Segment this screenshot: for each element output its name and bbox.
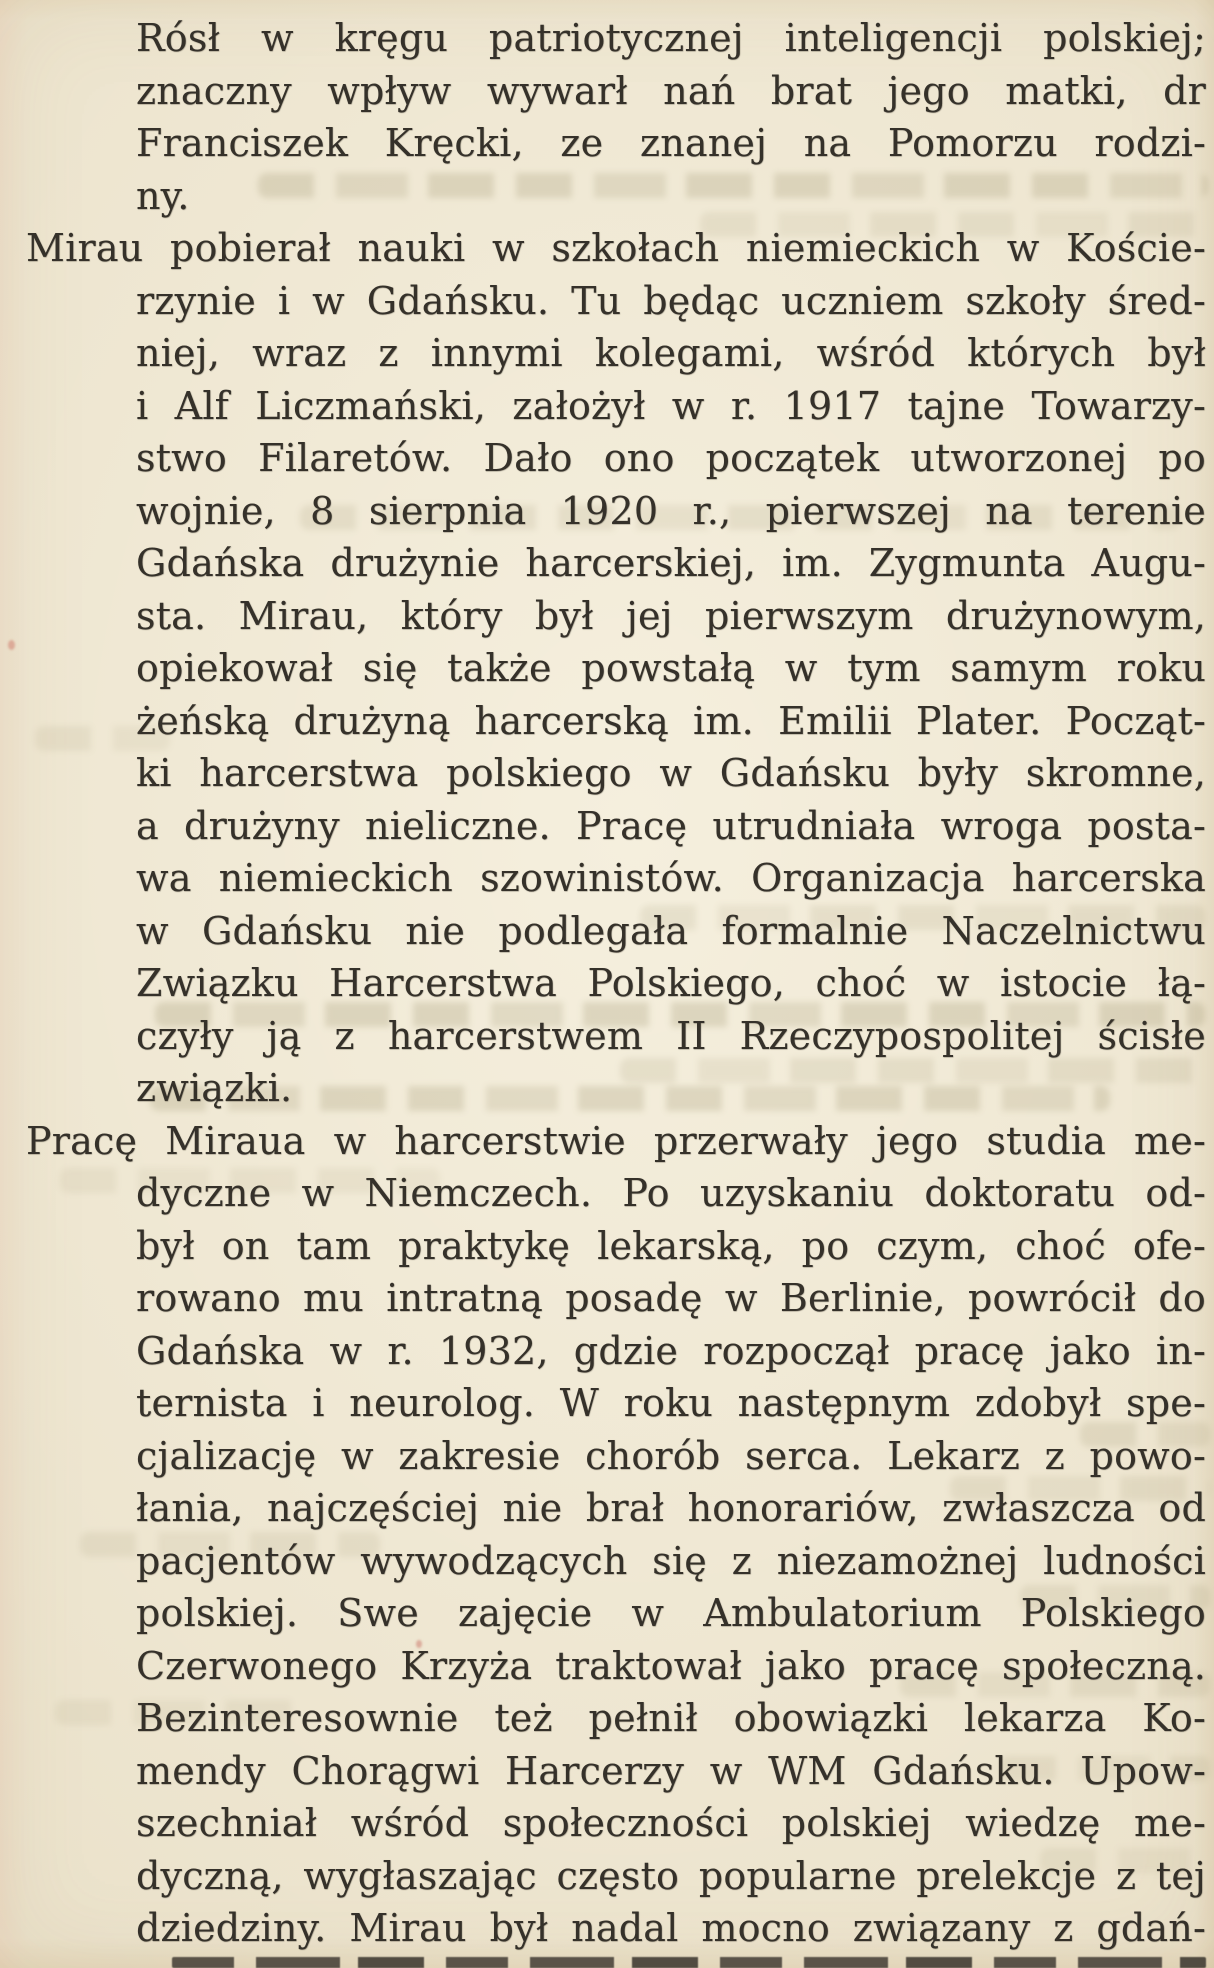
text-line: wa niemieckich szowinistów. Organizacja harcerska — [136, 856, 1206, 900]
text-line: Franciszek Kręcki, ze znanej na Pomorzu rodzi- — [136, 121, 1206, 165]
text-line: ki harcerstwa polskiego w Gdańsku były skromne, — [136, 751, 1206, 795]
text-line: związki. — [136, 1066, 293, 1110]
text-line: a drużyny nieliczne. Pracę utrudniała wroga posta- — [136, 803, 1206, 848]
text-line: czyły ją z harcerstwem II Rzeczypospolitej ścisłe — [136, 1013, 1206, 1058]
text-line: dyczne w Niemczech. Po uzyskaniu doktoratu od- — [136, 1171, 1206, 1215]
text-line: ny. — [136, 173, 190, 218]
text-line: Pracę Miraua w harcerstwie przerwały jego studia me- — [26, 1118, 1206, 1163]
text-line: i Alf Liczmański, założył w r. 1917 tajne Towarzy- — [136, 383, 1206, 428]
text-line: stwo Filaretów. Dało ono początek utworzonej po — [136, 436, 1206, 480]
text-line: dziedziny. Mirau był nadal mocno związany z gdań- — [136, 1906, 1206, 1950]
text-line: wojnie, 8 sierpnia 1920 r., pierwszej na terenie — [136, 488, 1206, 533]
text-line: łania, najczęściej nie brał honorariów, zwłaszcza od — [136, 1486, 1206, 1530]
text-line: opiekował się także powstałą w tym samym roku — [136, 646, 1206, 690]
text-line: polskiej. Swe zajęcie w Ambulatorium Polskiego — [136, 1591, 1206, 1635]
paragraph — [26, 222, 1206, 1115]
text-line: pacjentów wywodzących się z niezamożnej ludności — [136, 1538, 1206, 1583]
paragraph — [26, 1115, 1206, 1955]
paragraph — [136, 12, 1206, 222]
text-line: Bezinteresownie też pełnił obowiązki lekarza Ko- — [136, 1696, 1206, 1740]
text-block — [26, 12, 1206, 1955]
text-line: ternista i neurolog. W roku następnym zdobył spe- — [136, 1381, 1206, 1425]
text-line: rowano mu intratną posadę w Berlinie, powrócił do — [136, 1276, 1206, 1320]
text-line: Czerwonego Krzyża traktował jako pracę społeczną. — [136, 1643, 1206, 1688]
text-line: Gdańska w r. 1932, gdzie rozpoczął pracę jako in- — [136, 1328, 1206, 1373]
text-line: mendy Chorągwi Harcerzy w WM Gdańsku. Upow- — [136, 1748, 1206, 1793]
paper-speck — [416, 1640, 422, 1648]
text-line: niej, wraz z innymi kolegami, wśród których był — [136, 331, 1206, 375]
text-line: Związku Harcerstwa Polskiego, choć w istocie łą- — [136, 961, 1206, 1005]
text-line: sta. Mirau, który był jej pierwszym drużynowym, — [136, 593, 1206, 638]
text-line: żeńską drużyną harcerską im. Emilii Plater. Począt- — [136, 698, 1206, 743]
text-line: dyczną, wygłaszając często popularne prelekcje z tej — [136, 1853, 1206, 1898]
text-line: Gdańska drużynie harcerskiej, im. Zygmunta Augu- — [136, 541, 1206, 585]
text-line: w Gdańsku nie podlegała formalnie Naczelnictwu — [136, 908, 1206, 953]
text-line: Rósł w kręgu patriotycznej inteligencji polskiej; — [136, 16, 1206, 60]
text-line: cjalizację w zakresie chorób serca. Lekarz z powo- — [136, 1433, 1206, 1478]
paper-speck — [8, 640, 15, 650]
text-line: Mirau pobierał nauki w szkołach niemieckich w Koście- — [26, 226, 1206, 270]
cut-off-line-strip — [172, 1957, 1206, 1968]
text-line: szechniał wśród społeczności polskiej wiedzę me- — [136, 1801, 1206, 1845]
text-line: znaczny wpływ wywarł nań brat jego matki, dr — [136, 68, 1206, 113]
text-line: był on tam praktykę lekarską, po czym, choć ofe- — [136, 1223, 1206, 1268]
text-line: rzynie i w Gdańsku. Tu będąc uczniem szkoły śred- — [136, 278, 1206, 323]
